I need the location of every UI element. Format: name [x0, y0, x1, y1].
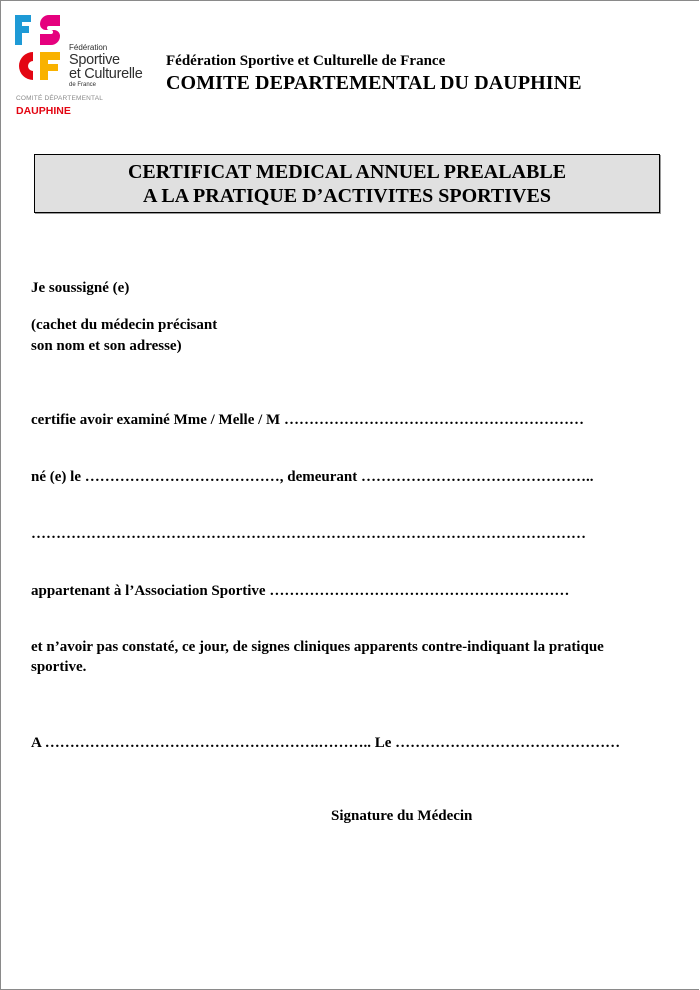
address-continuation-field: ………………………………………………………………………………………………… — [31, 526, 586, 542]
certificate-title-box — [34, 154, 660, 213]
soussigne-label: Je soussigné (e) — [31, 280, 130, 296]
cachet-note-line-2: son nom et son adresse) — [31, 338, 182, 354]
place-date-field: A ……………………………………………….……….. Le ……………………………………… — [31, 735, 621, 751]
logo-department — [16, 96, 103, 116]
signature-label: Signature du Médecin — [331, 808, 473, 824]
header-organization: Fédération Sportive et Culturelle de France — [166, 53, 446, 69]
header-committee: COMITE DEPARTEMENTAL DU DAUPHINE — [166, 72, 582, 94]
constat-line-1: et n’avoir pas constaté, ce jour, de signes cliniques apparents contre-indiquant la pratique — [31, 639, 604, 655]
logo-text-france: de France — [69, 82, 97, 88]
logo-dept-name: DAUPHINE — [16, 104, 71, 117]
constat-line-2: sportive. — [31, 659, 87, 675]
cachet-note-line-1: (cachet du médecin précisant — [31, 317, 218, 333]
logo-text-culturelle: et Culturelle — [69, 66, 143, 82]
birth-address-field: né (e) le …………………………………, demeurant ……………………………………….. — [31, 469, 594, 485]
title-line-1: CERTIFICAT MEDICAL ANNUEL PREALABLE — [127, 161, 567, 183]
logo-dept-label: COMITÉ DÉPARTEMENTAL — [16, 95, 104, 102]
fscf-logo — [13, 13, 158, 118]
logo-wordmark — [69, 44, 142, 88]
logo-text-sportive: Sportive — [69, 52, 120, 68]
association-field: appartenant à l’Association Sportive …………………………………………………… — [31, 583, 570, 599]
certifie-field: certifie avoir examiné Mme / Melle / M …………………………………………………… — [31, 412, 584, 428]
fscf-logo-mark-icon — [13, 13, 65, 88]
logo-text-federation: Fédération — [69, 43, 108, 52]
title-line-2: A LA PRATIQUE D’ACTIVITES SPORTIVES — [143, 185, 551, 207]
